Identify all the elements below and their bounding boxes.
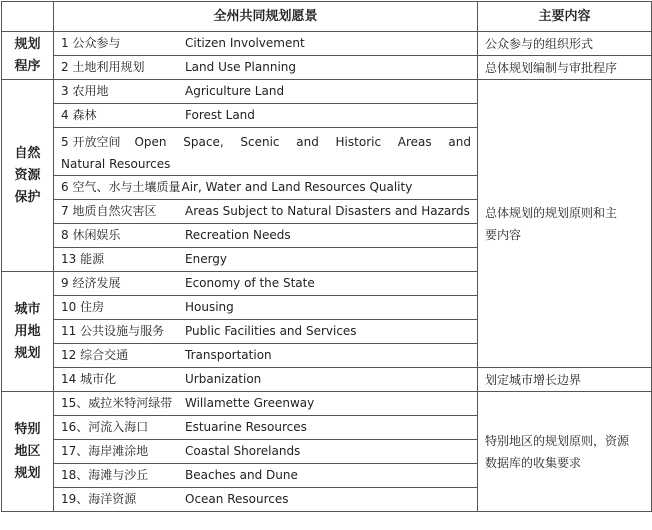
- goal-en: Urbanization: [185, 372, 262, 386]
- content-cell: [478, 392, 652, 512]
- goal-en: Economy of the State: [185, 276, 315, 290]
- goal-cell: [54, 392, 478, 416]
- goal-number: 3: [61, 84, 69, 98]
- goal-cn: 空气、水与土壤质量: [72, 180, 181, 194]
- category-label-line: 特别: [14, 421, 41, 437]
- goal-number: 6: [61, 180, 69, 194]
- goal-cell: [54, 368, 478, 392]
- goal-cn: 威拉米特河绿带: [88, 396, 173, 410]
- category-label-line: 规划: [14, 345, 41, 361]
- content-line: 总体规划编制与审批程序: [485, 60, 618, 75]
- goal-cn: 住房: [80, 300, 105, 314]
- category-label-line: 保护: [14, 189, 41, 205]
- goal-number: 1: [61, 36, 69, 50]
- table-row: [2, 32, 652, 56]
- goal-number: 16、: [61, 420, 89, 434]
- goal-cell: [54, 344, 478, 368]
- goal-en: Housing: [185, 300, 234, 314]
- goal-cell: [54, 80, 478, 104]
- content-cell: [478, 32, 652, 56]
- goal-en: Areas Subject to Natural Disasters and Hazards: [185, 204, 470, 218]
- goal-cell: [54, 176, 478, 200]
- goal-en: Transportation: [185, 348, 272, 362]
- goal-cell: [54, 56, 478, 80]
- goal-en: Air, Water and Land Resources Quality: [181, 180, 413, 194]
- category-urban-land-use: [2, 272, 54, 392]
- goal-cell: [54, 320, 478, 344]
- goal-cn: 城市化: [80, 372, 117, 386]
- goal-en-line1: [120, 131, 471, 153]
- goal-en: Estuarine Resources: [185, 420, 307, 434]
- goal-number: 13: [61, 252, 77, 266]
- goal-cn: 公共设施与服务: [80, 324, 165, 338]
- goal-en: Citizen Involvement: [185, 36, 305, 50]
- goal-cell: [54, 224, 478, 248]
- category-label-line: 程序: [14, 58, 41, 74]
- category-planning-procedure: [2, 32, 54, 80]
- goal-en-word: Historic: [335, 134, 382, 149]
- category-natural-resources: [2, 80, 54, 272]
- goal-number: 18、: [61, 468, 89, 482]
- goal-cell: [54, 488, 478, 512]
- category-special-areas: [2, 392, 54, 512]
- goal-cn: 海洋资源: [88, 492, 137, 506]
- content-cell: [478, 80, 652, 368]
- category-label-line: 城市: [14, 301, 41, 317]
- goal-en: Agriculture Land: [185, 84, 285, 98]
- planning-goals-table: [1, 1, 652, 512]
- category-label-line: 资源: [14, 167, 41, 183]
- goal-cn: 公众参与: [72, 36, 121, 50]
- goal-cn: 开放空间: [72, 134, 121, 149]
- goal-en: Recreation Needs: [185, 228, 291, 242]
- content-line: 数据库的收集要求: [485, 455, 582, 470]
- goal-cell: [54, 440, 478, 464]
- goal-number: 9: [61, 276, 69, 290]
- goal-cell: [54, 104, 478, 128]
- goal-cell: [54, 296, 478, 320]
- content-line: 划定城市增长边界: [485, 372, 582, 387]
- goal-cell: [54, 464, 478, 488]
- goal-cell: [54, 200, 478, 224]
- goal-en: Public Facilities and Services: [185, 324, 357, 338]
- table-row: [2, 56, 652, 80]
- goal-cn: 河流入海口: [88, 420, 149, 434]
- goal-cn: 综合交通: [80, 348, 129, 362]
- goal-en: Beaches and Dune: [185, 468, 298, 482]
- content-line: 总体规划的规划原则和主: [485, 205, 618, 220]
- goal-en: Willamette Greenway: [185, 396, 315, 410]
- goal-en-word: and: [448, 134, 471, 149]
- goal-number: 12: [61, 348, 77, 362]
- goal-number: 17、: [61, 444, 89, 458]
- goal-cn: 森林: [72, 108, 97, 122]
- goal-cell: [54, 32, 478, 56]
- goal-number: 4: [61, 108, 69, 122]
- goal-number: 14: [61, 372, 77, 386]
- goal-cn: 农用地: [72, 84, 109, 98]
- goal-en: Ocean Resources: [185, 492, 289, 506]
- category-label-line: 自然: [14, 145, 41, 161]
- table-row: [2, 368, 652, 392]
- content-line: 要内容: [485, 227, 522, 242]
- goal-cell: [54, 128, 478, 176]
- goal-number: 8: [61, 228, 69, 242]
- goal-en-line2: Natural Resources: [61, 156, 171, 171]
- category-label-line: 规划: [14, 465, 41, 481]
- goal-en-word: Open: [134, 134, 167, 149]
- goal-en: Energy: [185, 252, 228, 266]
- goal-cell: [54, 248, 478, 272]
- goal-cn: 能源: [80, 252, 105, 266]
- goal-cn: 土地利用规划: [72, 60, 145, 74]
- goal-cell: [54, 272, 478, 296]
- category-label-line: 用地: [14, 323, 41, 339]
- goal-cn: 海岸滩涂地: [88, 444, 149, 458]
- content-cell: [478, 368, 652, 392]
- header-corner: [2, 2, 54, 32]
- goal-number: 15、: [61, 396, 89, 410]
- goal-number: 10: [61, 300, 77, 314]
- table-row: [2, 80, 652, 104]
- content-line: 特别地区的规划原则，资源: [485, 433, 630, 448]
- goal-cn: 休闲娱乐: [72, 228, 121, 242]
- goal-en-word: Space,: [183, 134, 224, 149]
- content-cell: [478, 56, 652, 80]
- table-header-row: [2, 2, 652, 32]
- content-line: 公众参与的组织形式: [485, 36, 594, 51]
- goal-en: Forest Land: [185, 108, 255, 122]
- header-content: 主要内容: [478, 2, 652, 32]
- goal-cn: 地质自然灾害区: [72, 204, 157, 218]
- goal-cn: 经济发展: [72, 276, 121, 290]
- goal-cell: [54, 416, 478, 440]
- goal-number: 19、: [61, 492, 89, 506]
- goal-number: 7: [61, 204, 69, 218]
- header-goal: 全州共同规划愿景: [54, 2, 478, 32]
- goal-en-word: Scenic: [240, 134, 280, 149]
- goal-number: 5: [61, 134, 69, 149]
- goal-number: 2: [61, 60, 69, 74]
- table-row: [2, 392, 652, 416]
- category-label-line: 地区: [14, 443, 41, 459]
- category-label-line: 规划: [14, 36, 41, 52]
- goal-en: Coastal Shorelands: [185, 444, 301, 458]
- goal-en-word: and: [296, 134, 319, 149]
- goal-en: Land Use Planning: [185, 60, 296, 74]
- goal-cn: 海滩与沙丘: [88, 468, 149, 482]
- goal-en-word: Areas: [397, 134, 432, 149]
- goal-number: 11: [61, 324, 77, 338]
